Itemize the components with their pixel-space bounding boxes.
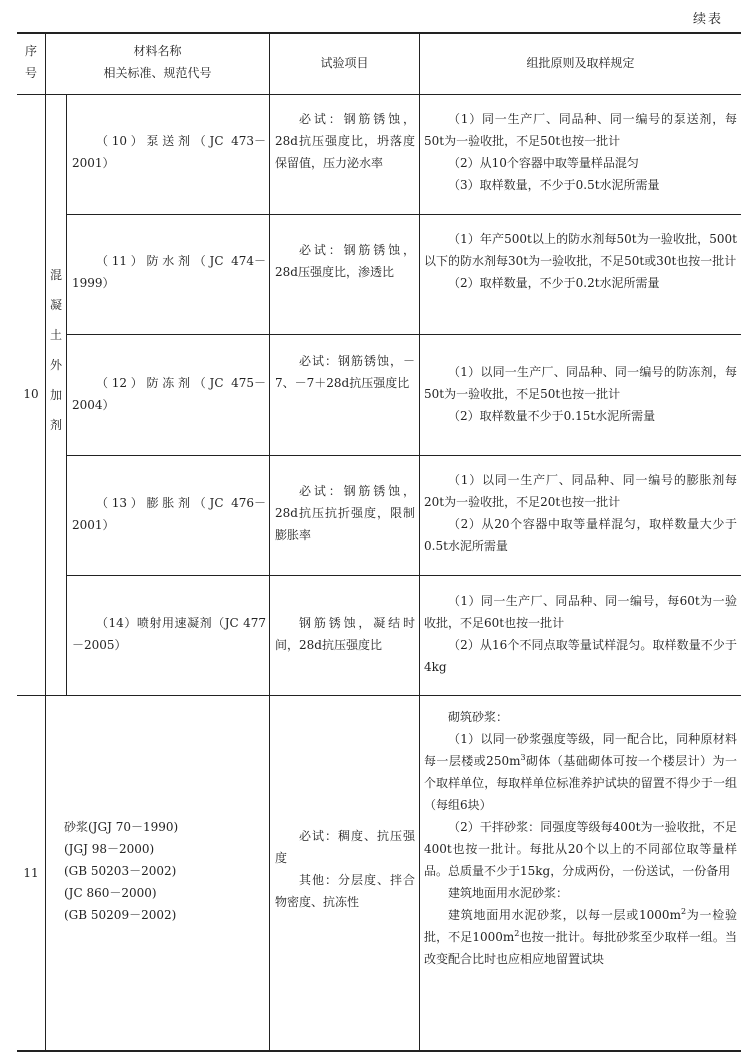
rule-paragraph: （1）同一生产厂、同品种、同一编号的泵送剂，每50t为一验收批，不足50t也按一批计	[424, 112, 737, 148]
col-divider-tests	[419, 33, 420, 1051]
table-bottom-border	[17, 1050, 741, 1052]
tests-cell	[275, 480, 415, 546]
rule-paragraph: （2）取样数量不少于0.15t水泥所需量	[448, 409, 656, 423]
header-bottom-border	[17, 94, 741, 95]
col-divider-material	[269, 33, 270, 1051]
row-11-standards	[64, 816, 264, 926]
rule-paragraph: （2）取样数量，不少于0.2t水泥所需量	[448, 276, 660, 290]
material-cell	[72, 372, 266, 416]
material-text: （13）膨胀剂（JC 476－2001）	[72, 496, 266, 532]
row-11-seq: 11	[23, 866, 39, 880]
rule-paragraph: 建筑地面用水泥砂浆，以每一层或$1000m^2$为一检验批，不足$1000m^2$也按一批计。每批砂浆至少取样一组。当改变配合比时也应相应地留置试块	[424, 907, 737, 966]
rule-paragraph: （1）以同一生产厂、同品种、同一编号的膨胀剂每20t为一验收批，不足20t也按一批计	[424, 473, 737, 509]
header-seq	[17, 40, 45, 84]
standard-line: (JGJ 98－2000)	[64, 842, 155, 856]
row-10-category-char: 加	[49, 388, 62, 402]
standard-line: (JC 860－2000)	[64, 886, 157, 900]
row-10-category-char: 外	[49, 358, 62, 372]
tests-text: 其他：分层度、拌合物密度、抗冻性	[275, 873, 415, 909]
material-text: （11）防水剂（JC 474－1999）	[72, 254, 266, 290]
row-11-tests	[275, 825, 415, 913]
rule-heading: 砌筑砂浆：	[448, 710, 509, 724]
tests-text: 必试：钢筋锈蚀，28d压强度比，渗透比	[275, 243, 415, 279]
rule-paragraph: （1）以同一生产厂、同品种、同一编号的防冻剂，每50t为一验收批，不足50t也按一批计	[424, 365, 737, 401]
rule-paragraph: （1）年产500t以上的防水剂每50t为一验收批，500t以下的防水剂每30t为一验收批，不足50t或30t也按一批计	[424, 232, 737, 268]
header-test-items: 试验项目	[320, 56, 369, 70]
tests-cell	[275, 350, 415, 394]
rules-cell	[424, 590, 737, 678]
row-10-seq: 10	[23, 387, 39, 401]
col-divider-category	[66, 95, 67, 695]
rule-paragraph: （2）干拌砂浆：同强度等级每400t为一验收批，不足400t也按一批计。每批从20个以上的不同部位取等量样品。总质量不少于15kg，分成两份，一份送试，一份备用	[424, 820, 737, 878]
row-10-category-char: 凝	[49, 298, 62, 312]
rule-paragraph: （2）从10个容器中取等量样品混匀	[448, 156, 639, 170]
material-cell	[72, 250, 266, 294]
rules-cell	[424, 108, 737, 196]
tests-cell	[275, 108, 415, 174]
rule-paragraph: （3）取样数量，不少于0.5t水泥所需量	[448, 178, 660, 192]
tests-text: 必试：稠度、抗压强度	[275, 829, 415, 865]
rule-paragraph: （1）以同一砂浆强度等级，同一配合比，同种原材料每一层楼或$250m^3$砌体（基础砌体可按一个楼层计）为一个取样单位，每取样单位标准养护试块的留置不得少于一组（每组6块）	[424, 732, 737, 812]
row-10-category-char: 剂	[49, 418, 62, 432]
rules-cell	[424, 228, 737, 294]
table-top-border	[17, 32, 741, 34]
col-divider-seq	[45, 33, 46, 1051]
rule-paragraph: （2）从20个容器中取等量样混匀，取样数量大少于0.5t水泥所需量	[424, 517, 737, 553]
header-seq-char: 序	[24, 44, 37, 58]
rules-cell	[424, 361, 737, 427]
header-material-standards: 相关标准、规范代号	[103, 66, 212, 80]
row-10-divider	[66, 455, 741, 456]
rule-heading: 建筑地面用水泥砂浆：	[448, 886, 569, 900]
header-seq-char: 号	[24, 66, 37, 80]
row-10-divider	[66, 575, 741, 576]
header-batch-rules: 组批原则及取样规定	[526, 56, 635, 70]
tests-cell	[275, 239, 415, 283]
row-10-category-char: 混	[49, 268, 62, 282]
material-cell	[72, 492, 266, 536]
rule-paragraph: （1）同一生产厂、同品种、同一编号，每60t为一验收批，不足60t也按一批计	[424, 594, 737, 630]
material-cell	[72, 130, 266, 174]
material-text: （12）防冻剂（JC 475－2004）	[72, 376, 266, 412]
row-10-category-char: 土	[49, 328, 62, 342]
tests-text: 必试：钢筋锈蚀，28d抗压抗折强度，限制膨胀率	[275, 484, 415, 542]
material-cell	[72, 612, 266, 656]
rules-cell	[424, 469, 737, 557]
header-material	[46, 40, 269, 84]
continued-label: 续表	[692, 12, 723, 27]
row-10-divider	[66, 214, 741, 215]
standard-line: (GB 50209－2002)	[64, 908, 177, 922]
standard-line: (GB 50203－2002)	[64, 864, 177, 878]
tests-text: 钢筋锈蚀，凝结时间，28d抗压强度比	[275, 616, 415, 652]
row-11-rules	[424, 706, 737, 970]
row-10-bottom-border	[17, 695, 741, 696]
rule-paragraph: （2）从16个不同点取等量试样混匀。取样数量不少于4kg	[424, 638, 737, 674]
tests-text: 必试：钢筋锈蚀，28d抗压强度比，坍落度保留值，压力泌水率	[275, 112, 415, 170]
tests-text: 必试：钢筋锈蚀，－7、－7＋28d抗压强度比	[275, 354, 415, 390]
tests-cell	[275, 612, 415, 656]
standard-line: 砂浆(JGJ 70－1990)	[64, 820, 179, 834]
row-10-divider	[66, 334, 741, 335]
header-material-title: 材料名称	[133, 44, 182, 58]
material-text: （10）泵送剂（JC 473－2001）	[72, 134, 266, 170]
material-text: （14）喷射用速凝剂（JC 477－2005）	[72, 616, 266, 652]
